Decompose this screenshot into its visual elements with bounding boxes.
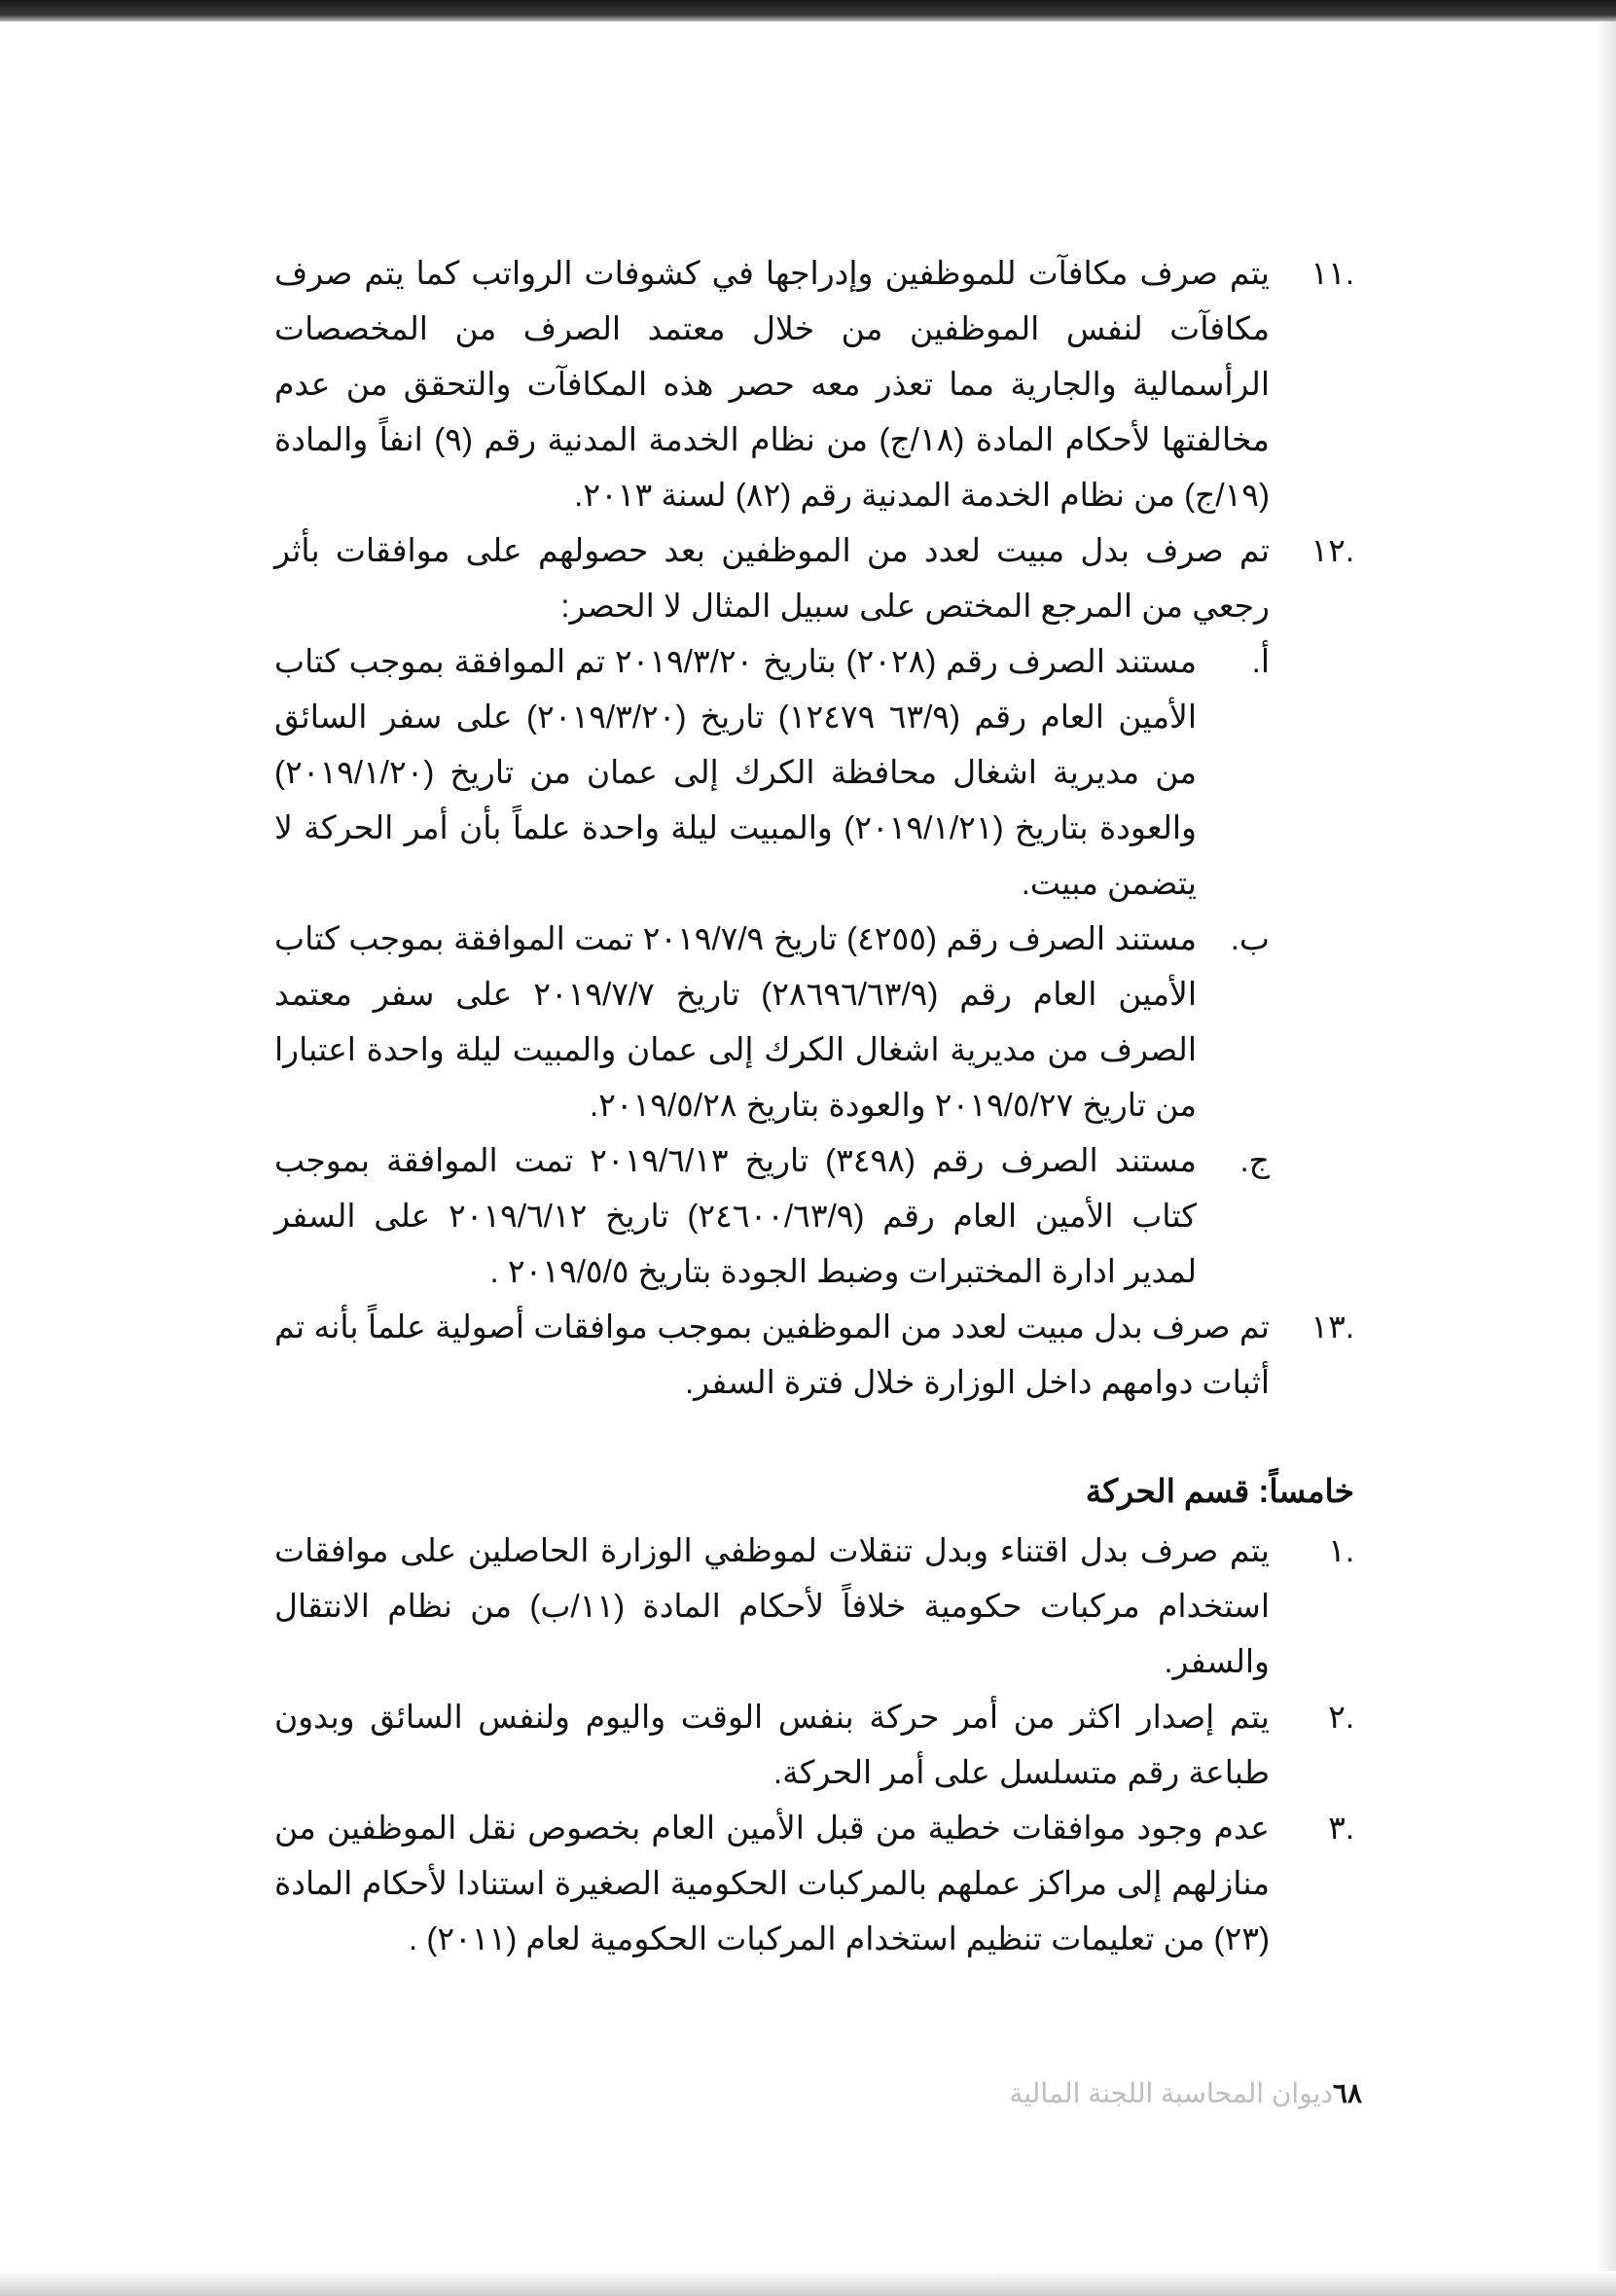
sub-item-letter: أ. bbox=[1251, 643, 1270, 679]
footer-text: ديوان المحاسبة اللجنة المالية bbox=[1009, 2078, 1333, 2108]
scan-edge-bottom bbox=[0, 2271, 1616, 2296]
item-number: .٢ bbox=[1328, 1699, 1354, 1735]
sub-item-letter: ب. bbox=[1230, 920, 1270, 956]
scan-edge-top bbox=[0, 0, 1616, 21]
item-number: .١٢ bbox=[1311, 532, 1354, 568]
sub-list-item bbox=[274, 633, 1354, 911]
sub-list-item bbox=[274, 1132, 1354, 1299]
list-item bbox=[274, 245, 1354, 522]
sub-item-letter: ج. bbox=[1239, 1142, 1270, 1178]
item-text: يتم صرف بدل اقتناء وبدل تنقلات لموظفي الوزارة الحاصلين على موافقات استخدام مركبات حكومية خلافاً لأحكام المادة (١١/ب) من نظام الانتقال والسفر. bbox=[274, 1532, 1270, 1679]
item-number: .١ bbox=[1328, 1532, 1354, 1568]
item-text: تم صرف بدل مبيت لعدد من الموظفين بعد حصولهم على موافقات بأثر رجعي من المرجع المختص على سبيل المثال لا الحصر: bbox=[274, 532, 1270, 624]
sub-item-text: مستند الصرف رقم (٢٠٢٨) بتاريخ ٢٠١٩/٣/٢٠ تم الموافقة بموجب كتاب الأمين العام رقم (٦٣/٩ ١٢٤٧٩) تاريخ (٢٠١٩/٣/٢٠) على سفر السائق من مديرية اشغال محافظة الكرك إلى عمان من تاريخ (٢٠١٩/١/٢٠) والعودة بتاريخ (٢٠١٩/١/٢١) والمبيت ليلة واحدة علماً بأن أمر الحركة لا يتضمن مبيت. bbox=[274, 643, 1198, 901]
item-text: يتم إصدار اكثر من أمر حركة بنفس الوقت واليوم ولنفس السائق وبدون طباعة رقم متسلسل على أمر الحركة. bbox=[274, 1699, 1270, 1790]
item-number: .٣ bbox=[1328, 1810, 1354, 1846]
scan-edge-right bbox=[1597, 21, 1616, 2296]
page-number: ٦٨ bbox=[1332, 2078, 1362, 2108]
sub-list-item bbox=[274, 911, 1354, 1132]
item-text: عدم وجود موافقات خطية من قبل الأمين العام بخصوص نقل الموظفين من منازلهم إلى مراكز عملهم بالمركبات الحكومية الصغيرة استنادا لأحكام المادة (٢٣) من تعليمات تنظيم استخدام المركبات الحكومية لعام (٢٠١١) . bbox=[274, 1810, 1270, 1956]
list-item bbox=[274, 522, 1354, 633]
sub-item-text: مستند الصرف رقم (٤٢٥٥) تاريخ ٢٠١٩/٧/٩ تمت الموافقة بموجب كتاب الأمين العام رقم (٢٨٦٩٦/٦٣/٩) تاريخ ٢٠١٩/٧/٧ على سفر معتمد الصرف من مديرية اشغال الكرك إلى عمان والمبيت ليلة واحدة اعتبارا من تاريخ ٢٠١٩/٥/٢٧ والعودة بتاريخ ٢٠١٩/٥/٢٨. bbox=[274, 920, 1197, 1123]
list-item bbox=[274, 1299, 1354, 1410]
item-number: .١٣ bbox=[1311, 1309, 1354, 1345]
list-item bbox=[274, 1523, 1354, 1689]
section-heading: خامساً: قسم الحركة bbox=[1085, 1473, 1354, 1509]
document-body bbox=[274, 245, 1354, 1966]
list-item bbox=[274, 1800, 1354, 1966]
item-number: .١١ bbox=[1311, 255, 1354, 291]
item-text: يتم صرف مكافآت للموظفين وإدراجها في كشوفات الرواتب كما يتم صرف مكافآت لنفس الموظفين من خلال معتمد الصرف من المخصصات الرأسمالية والجارية مما تعذر معه حصر هذه المكافآت والتحقق من عدم مخالفتها لأحكام المادة (١٨/ج) من نظام الخدمة المدنية رقم (٩) انفاً والمادة (١٩/ج) من نظام الخدمة المدنية رقم (٨٢) لسنة ٢٠١٣. bbox=[274, 255, 1270, 513]
sub-item-text: مستند الصرف رقم (٣٤٩٨) تاريخ ٢٠١٩/٦/١٣ تمت الموافقة بموجب كتاب الأمين العام رقم (٢٤٦٠٠/٦٣/٩) تاريخ ٢٠١٩/٦/١٢ على السفر لمدير ادارة المختبرات وضبط الجودة بتاريخ ٢٠١٩/٥/٥ . bbox=[274, 1142, 1197, 1289]
page-footer bbox=[817, 2077, 1362, 2109]
item-text: تم صرف بدل مبيت لعدد من الموظفين بموجب موافقات أصولية علماً بأنه تم أثبات دوامهم داخل الوزارة خلال فترة السفر. bbox=[274, 1309, 1270, 1400]
list-item bbox=[274, 1689, 1354, 1800]
